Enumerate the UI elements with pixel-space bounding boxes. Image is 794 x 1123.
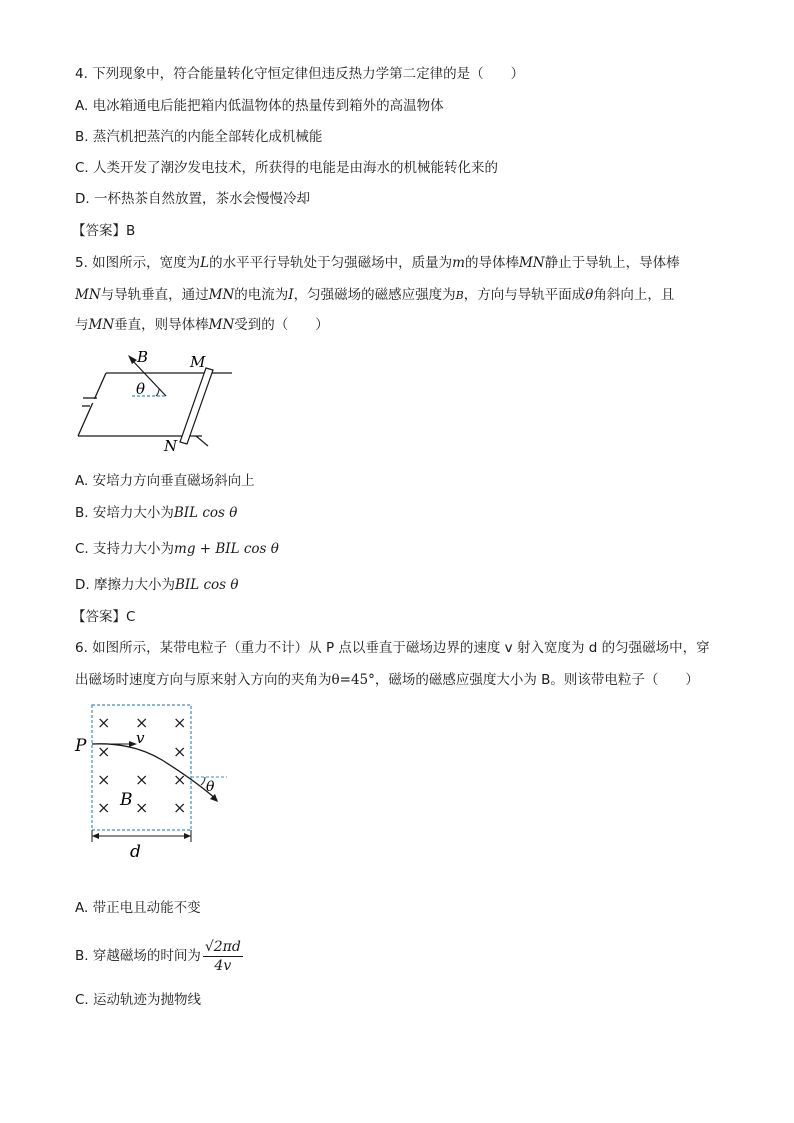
q6-text: 出磁场时速度方向与原来射入方向的夹角为 <box>75 672 332 688</box>
q5-text: 的导体棒 <box>464 255 519 271</box>
var-I: I <box>288 287 294 303</box>
q5-stem-line3 <box>75 315 329 335</box>
q5-text: 受到的（ ） <box>234 317 329 333</box>
cross-mark: × <box>135 713 149 732</box>
dimension-arrow-right <box>184 833 191 839</box>
label-theta: θ <box>206 779 215 795</box>
q5-rail-figure <box>70 346 250 458</box>
var-B: B <box>455 289 464 302</box>
q5-text: 的水平平行导轨处于匀强磁场中，质量为 <box>209 255 453 271</box>
rod-extension <box>196 436 208 446</box>
q5-text: ，匀强磁场的磁感应强度为 <box>293 287 456 303</box>
option-formula: BIL cos θ <box>174 577 239 593</box>
time-fraction <box>203 938 243 975</box>
q5-option-d <box>75 575 239 595</box>
q6-option-b <box>75 936 243 976</box>
q5-stem-line1 <box>75 253 680 273</box>
q5-text: 与 <box>75 317 89 333</box>
label-n: N <box>164 437 178 455</box>
answer-value: B <box>126 223 136 239</box>
var-theta: θ <box>585 287 594 303</box>
cross-mark: × <box>173 798 187 817</box>
q5-text: 的电流为 <box>234 287 289 303</box>
label-b: B <box>137 348 149 366</box>
option-text: D. 摩擦力大小为 <box>75 577 175 593</box>
q6-option-c: C. 运动轨迹为抛物线 <box>75 992 202 1008</box>
fraction-denominator: 4v <box>214 957 232 974</box>
q5-option-c <box>75 539 279 559</box>
trajectory <box>92 744 217 800</box>
q5-answer <box>72 607 135 627</box>
q4-option-c: C. 人类开发了潮汐发电技术，所获得的电能是由海水的机械能转化来的 <box>75 160 499 176</box>
label-theta: θ <box>136 380 146 398</box>
q5-text: 与导轨垂直，通过 <box>100 287 209 303</box>
cross-mark: × <box>97 770 111 789</box>
label-b: B <box>120 790 133 810</box>
var-MN: MN <box>518 255 545 271</box>
q4-option-b: B. 蒸汽机把蒸汽的内能全部转化成机械能 <box>75 129 323 145</box>
option-formula: BIL cos θ <box>173 505 238 521</box>
label-m: M <box>190 353 206 371</box>
q5-text: ，方向与导轨平面成 <box>463 287 586 303</box>
q6-stem-line1: 6. 如图所示，某带电粒子（重力不计）从 P 点以垂直于磁场边界的速度 v 射入宽度为 d 的匀强磁场中，穿 <box>75 640 710 656</box>
q4-stem: 4. 下列现象中，符合能量转化守恒定律但违反热力学第二定律的是（ ） <box>75 66 525 82</box>
theta-arc <box>156 389 159 396</box>
angle-value: θ=45° <box>331 672 375 688</box>
q4-answer <box>72 221 135 241</box>
answer-tag: 【答案】 <box>72 223 126 239</box>
theta-arc <box>201 777 205 785</box>
q4-option-d: D. 一杯热茶自然放置，茶水会慢慢冷却 <box>75 191 310 207</box>
conductor-rod <box>180 368 213 444</box>
var-MN: MN <box>75 287 101 303</box>
option-text: B. 穿越磁场的时间为 <box>75 948 201 964</box>
b-field-arrowhead <box>128 355 137 364</box>
cross-mark: × <box>173 713 187 732</box>
option-text: C. 支持力大小为 <box>75 541 175 557</box>
var-MN: MN <box>208 317 235 333</box>
cross-mark: × <box>97 798 111 817</box>
var-m: m <box>452 255 465 271</box>
q5-text: 静止于导轨上，导体棒 <box>544 255 680 271</box>
option-formula: mg + BIL cos θ <box>174 541 279 557</box>
var-MN: MN <box>88 317 115 333</box>
var-L: L <box>200 255 210 271</box>
q5-text: 垂直，则导体棒 <box>114 317 209 333</box>
answer-value: C <box>126 609 136 625</box>
cross-mark: × <box>135 770 149 789</box>
answer-tag: 【答案】 <box>72 609 126 625</box>
label-v: v <box>136 729 145 747</box>
q5-text: 5. 如图所示，宽度为 <box>75 255 201 271</box>
q5-stem-line2 <box>75 285 674 306</box>
rail-connector <box>78 373 106 436</box>
q5-option-b <box>75 503 237 523</box>
q6-stem-line2 <box>75 670 699 690</box>
q6-text: ，磁场的磁感应强度大小为 B。则该带电粒子（ ） <box>374 672 699 688</box>
cross-mark: × <box>97 742 111 761</box>
cross-mark: × <box>135 798 149 817</box>
q4-option-a: A. 电冰箱通电后能把箱内低温物体的热量传到箱外的高温物体 <box>75 98 444 114</box>
q5-text: 角斜向上，且 <box>593 287 675 303</box>
var-MN: MN <box>208 287 235 303</box>
fraction-numerator: √2πd <box>204 938 241 955</box>
q6-option-a: A. 带正电且动能不变 <box>75 900 201 916</box>
q5-option-a: A. 安培力方向垂直磁场斜向上 <box>75 473 255 489</box>
q6-magnetic-field-figure <box>72 702 242 862</box>
cross-mark: × <box>97 713 111 732</box>
label-p: P <box>75 736 87 756</box>
dimension-arrow-left <box>92 833 99 839</box>
option-text: B. 安培力大小为 <box>75 505 174 521</box>
label-d: d <box>130 842 141 862</box>
cross-mark: × <box>173 770 187 789</box>
cross-mark: × <box>173 742 187 761</box>
